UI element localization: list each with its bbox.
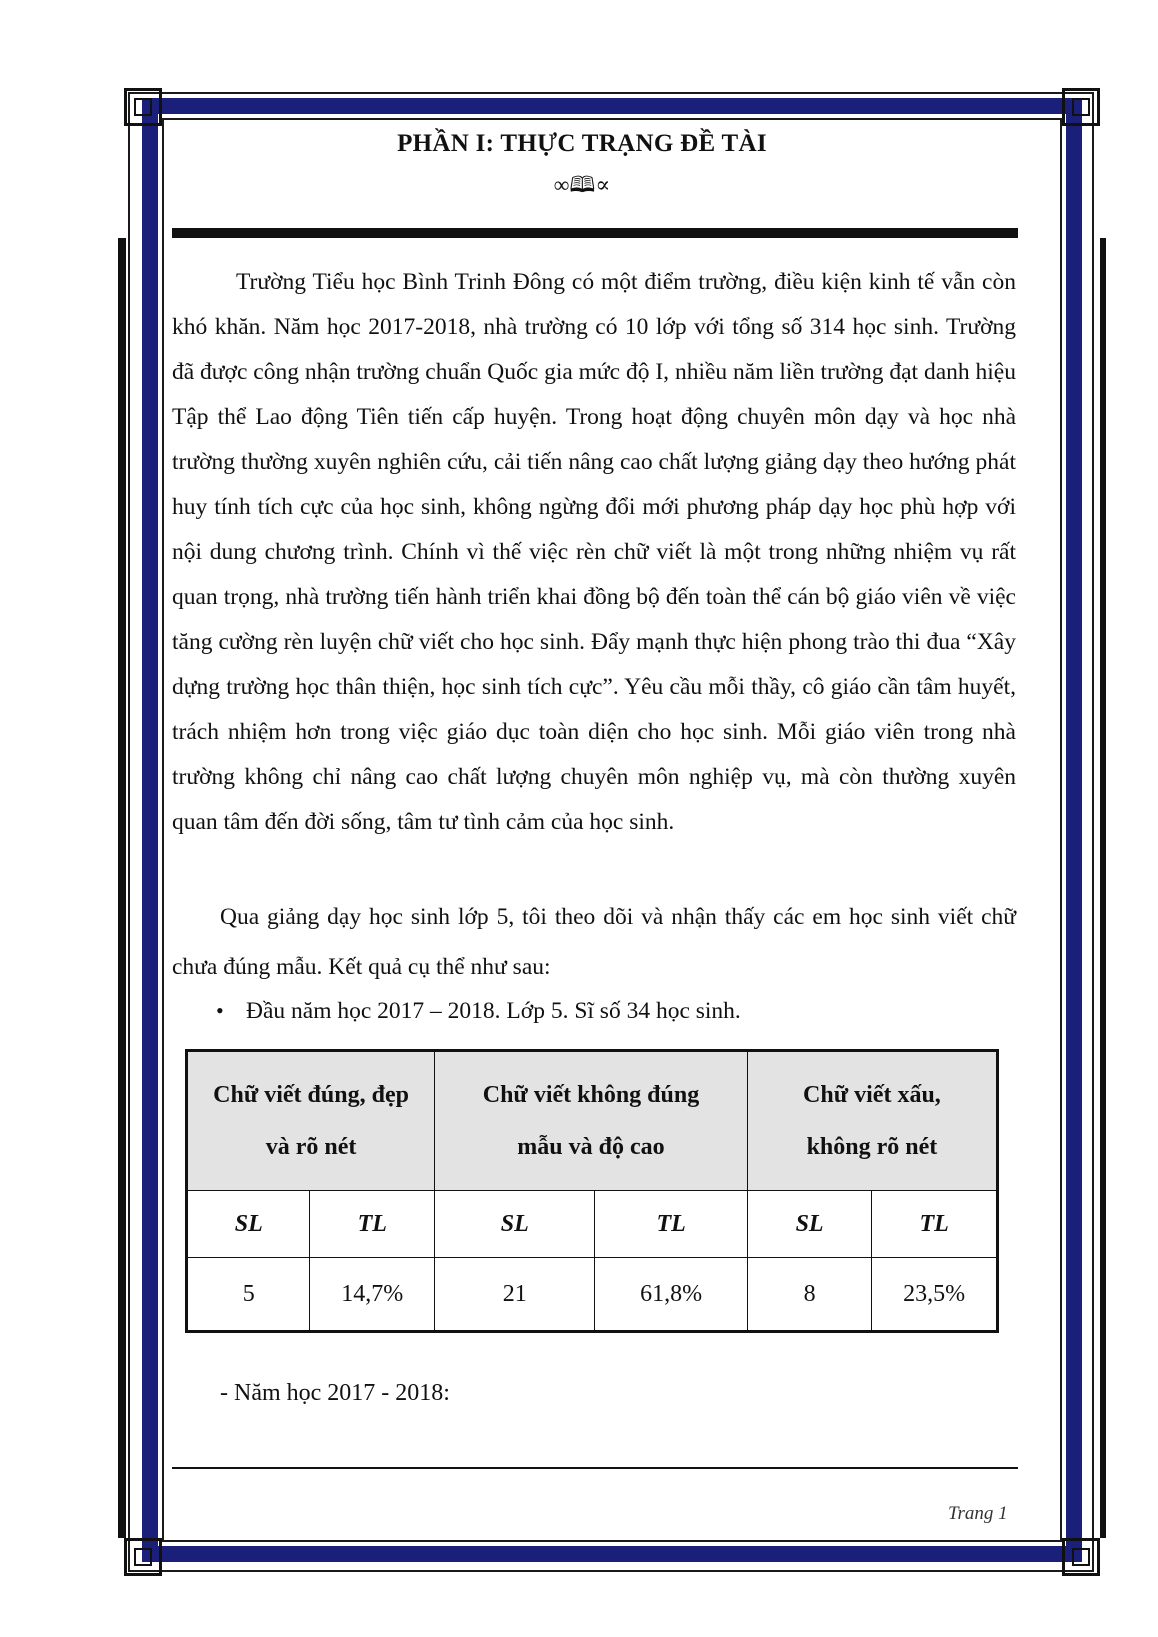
subheader-cell: SL [747,1191,871,1258]
border-shadow-right [1100,238,1106,1538]
border-shadow-left [118,238,126,1538]
results-table [185,1049,999,1333]
intro-paragraph: Trường Tiểu học Bình Trinh Đông có một điểm trường, điều kiện kinh tế vẫn còn khó khăn. Năm học 2017-2018, nhà trường có 10 lớp với tổng số 314 học sinh. Trường đã được công nhận trường chuẩn Quốc gia mức độ I, nhiều năm liền trường đạt danh hiệu Tập thể Lao động Tiên tiến cấp huyện. Trong hoạt động chuyên môn dạy và học nhà trường thường xuyên nghiên cứu, cải tiến nâng cao chất lượng giảng dạy theo hướng phát huy tính tích cực của học sinh, không ngừng đổi mới phương pháp dạy học phù hợp với nội dung chương trình. Chính vì thế việc rèn chữ viết là một trong những nhiệm vụ rất quan trọng, nhà trường tiến hành triển khai đồng bộ đến toàn thể cán bộ giáo viên về việc tăng cường rèn luyện chữ viết cho học sinh. Đẩy mạnh thực hiện phong trào thi đua “Xây dựng trường học thân thiện, học sinh tích cực”. Yêu cầu mỗi thầy, cô giáo cần tâm huyết, trách nhiệm hơn trong việc giáo dục toàn diện cho học sinh. Mỗi giáo viên trong nhà trường không chỉ nâng cao chất lượng chuyên môn nghiệp vụ, mà còn thường xuyên quan tâm đến đời sống, tâm tư tình cảm của học sinh. [172,269,1016,835]
observation-paragraph: Qua giảng dạy học sinh lớp 5, tôi theo dõi và nhận thấy các em học sinh viết chữ chưa đúng mẫu. Kết quả cụ thể như sau: [172,904,1016,980]
header-incorrect-writing: Chữ viết không đúng mẫu và độ cao [435,1051,748,1191]
table-cell: 8 [747,1258,871,1332]
table-header-row [187,1051,998,1191]
subheader-cell: TL [595,1191,747,1258]
corner-ornament-top-right [1062,88,1100,126]
bullet-icon: • [216,998,224,1023]
section-title: PHẦN I: THỰC TRẠNG ĐỀ TÀI [397,130,767,157]
bullet-text: Đầu năm học 2017 – 2018. Lớp 5. Sĩ số 34 học sinh. [246,998,741,1024]
table-cell: 5 [187,1258,310,1332]
subheader-cell: TL [310,1191,435,1258]
title-ornament-icon: ∞🕮∝ [553,172,611,197]
table-cell: 21 [435,1258,595,1332]
subheader-cell: TL [872,1191,998,1258]
bullet-item [216,998,741,1025]
title-divider [172,228,1018,238]
table-cell: 14,7% [310,1258,435,1332]
footer-divider [172,1467,1018,1469]
header-poor-writing: Chữ viết xấu, không rõ nét [747,1051,997,1191]
table-row [187,1258,998,1332]
table-subheader-row [187,1191,998,1258]
subheader-cell: SL [435,1191,595,1258]
corner-ornament-bottom-right [1062,1538,1100,1576]
school-year-note: - Năm học 2017 - 2018: [220,1380,450,1406]
subheader-cell: SL [187,1191,310,1258]
table-cell: 61,8% [595,1258,747,1332]
table-cell: 23,5% [872,1258,998,1332]
corner-ornament-bottom-left [124,1538,162,1576]
header-correct-writing: Chữ viết đúng, đẹp và rõ nét [187,1051,435,1191]
corner-ornament-top-left [124,88,162,126]
page-number: Trang 1 [948,1503,1008,1524]
